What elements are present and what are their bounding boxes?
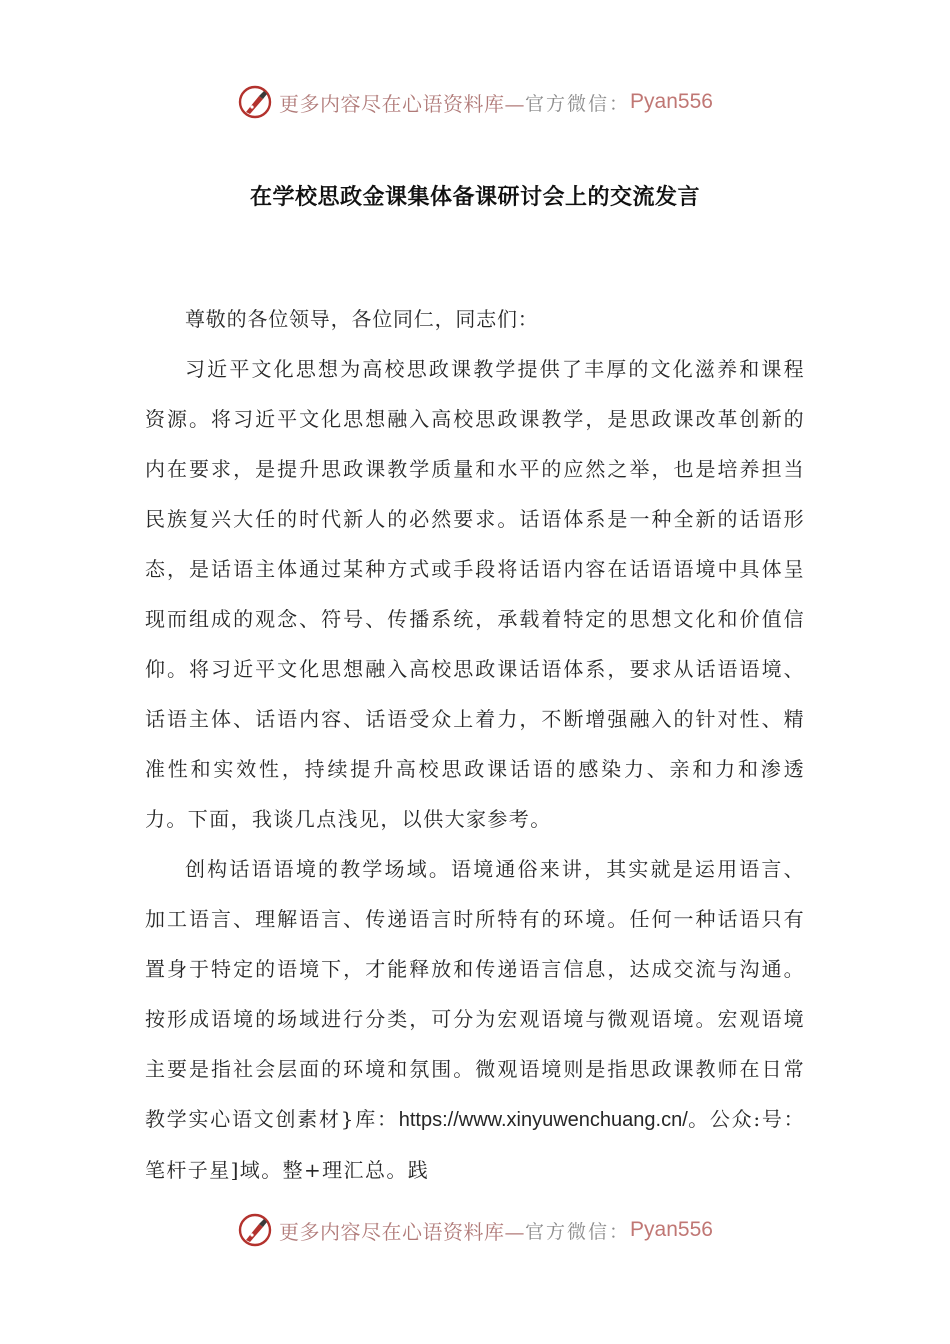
footer-watermark-banner [0, 1208, 950, 1252]
greeting: 尊敬的各位领导，各位同仁，同志们： [185, 307, 539, 331]
banner-wechat-label: 官方微信： [525, 92, 631, 115]
banner-wechat-label: 官方微信： [525, 1220, 631, 1243]
header-watermark-banner [0, 80, 950, 124]
document-title: 在学校思政金课集体备课研讨会上的交流发言 [249, 185, 700, 210]
banner-slogan: 更多内容尽在心语资料库— [279, 91, 526, 116]
paragraph: 习近平文化思想为高校思政课教学提供了丰厚的文化滋养和课程资源。将习近平文化思想融入高校思政课教学，是思政课改革创新的内在要求，是提升思政课教学质量和水平的应然之举，也是培养担当民族复兴大任的时代新人的必然要求。话语体系是一种全新的话语形态，是话语主体通过某种方式或手段将话语内容在话语语境中具体呈现而组成的观念、符号、传播系统，承载着特定的思想文化和价值信仰。将习近平文化思想融入高校思政课话语体系，要求从话语语境、话语主体、话语内容、话语受众上着力，不断增强融入的针对性、精准性和实效性，持续提升高校思政课话语的感染力、亲和力和渗透力。下面，我谈几点浅见，以供大家参考。 [145, 357, 805, 831]
banner-wechat-id: Pyan556 [630, 1218, 713, 1241]
pen-nib-logo-icon [237, 84, 273, 120]
document-body [145, 294, 805, 1195]
url-link-part[interactable]: https:// [398, 1109, 459, 1131]
paragraph-text: 创构话语语境的教学场域。语境通俗来讲，其实就是运用语言、加工语言、理解语言、传递语言时所特有的环境。任何一种话语只有置身于特定的语境下，才能释放和传递语言信息，达成交流与沟通。按形成语境的场域进行分类，可分为宏观语境与微观语境。宏观语境主要是指社会层面的环境和氛围。微观语境则是指思政课教师在日常教学实心语文创素材}库： [145, 857, 805, 1131]
paragraph-with-url [145, 844, 805, 1195]
pen-nib-logo-icon [237, 1212, 273, 1248]
paragraph-text-end: 。公众:号：笔杆子星]域。整+理汇总。践 [145, 1107, 805, 1182]
url-link-domain[interactable]: www.xinyuwenchuang.cn/ [458, 1109, 688, 1131]
banner-slogan: 更多内容尽在心语资料库— [279, 1219, 526, 1244]
banner-wechat-id: Pyan556 [630, 90, 713, 113]
